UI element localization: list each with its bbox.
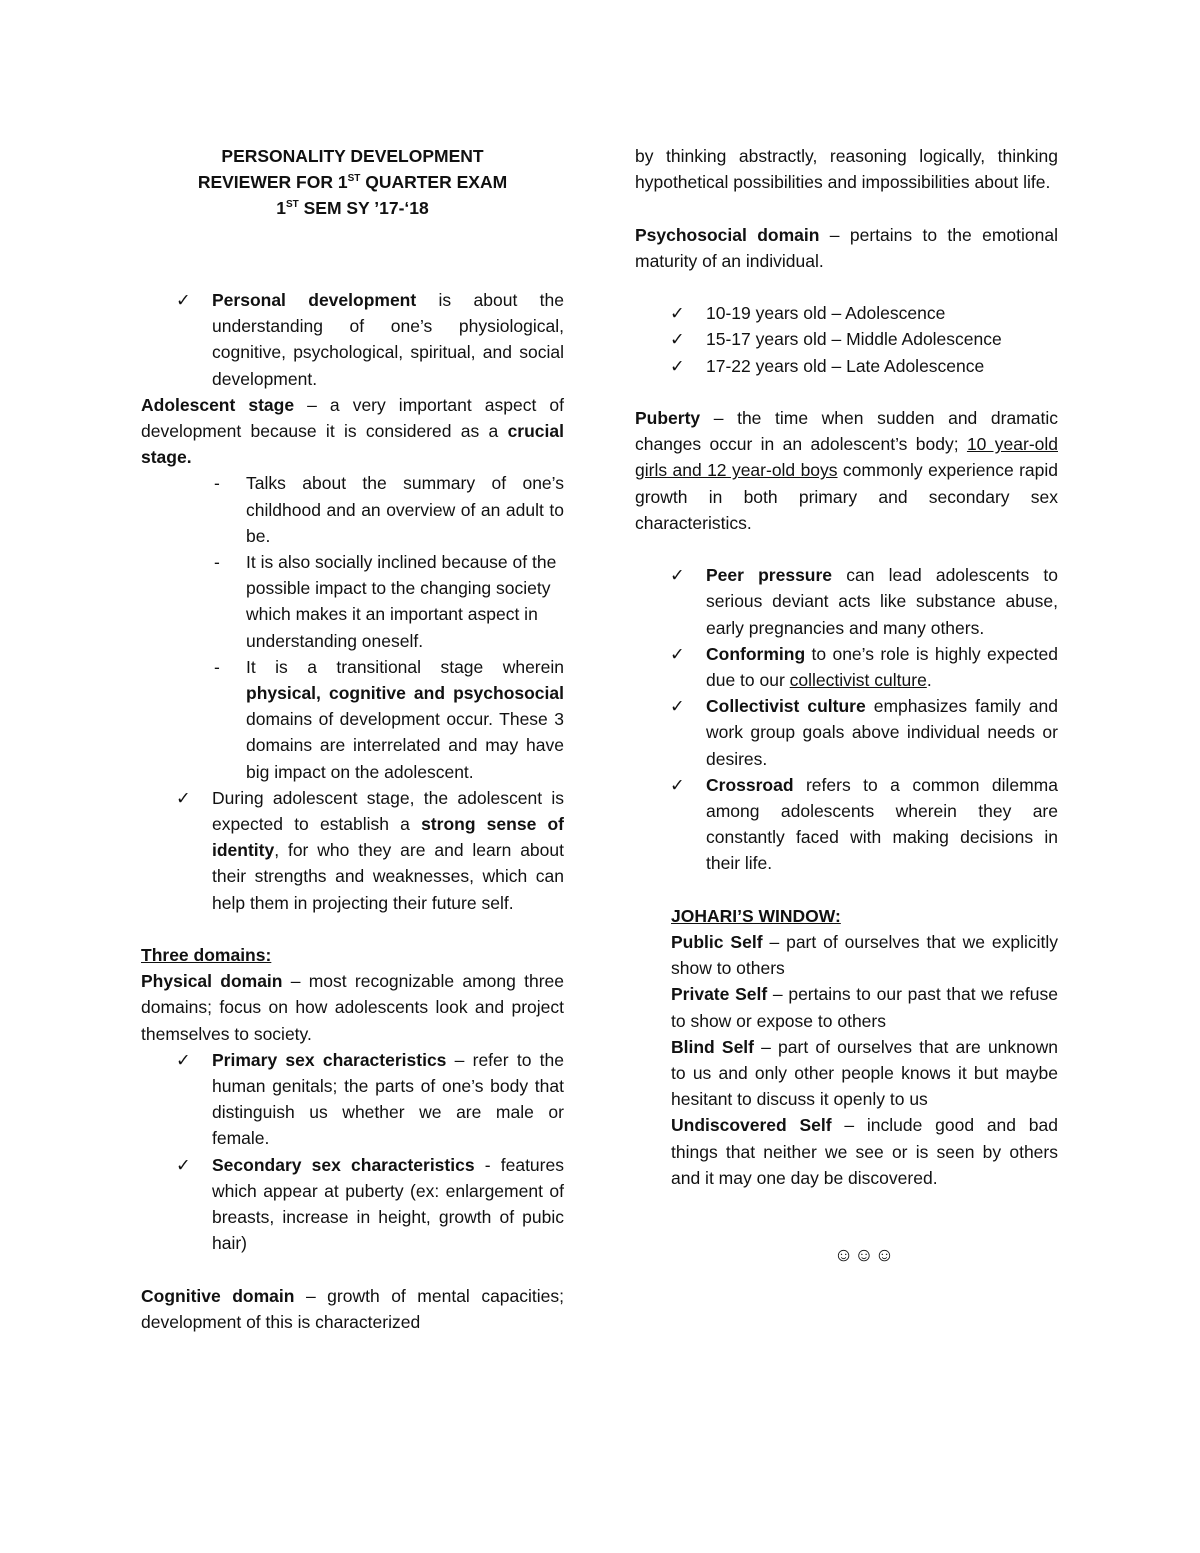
checkmark-icon: ✓	[670, 355, 685, 376]
title-line-3-sup: ST	[285, 199, 299, 211]
dash-item-3	[141, 654, 564, 785]
public-self-para	[671, 929, 1058, 981]
para-text: – pertains to the emotional maturity of an individual.	[635, 224, 1058, 271]
checkmark-icon: ✓	[670, 303, 685, 324]
page-title	[141, 143, 564, 222]
title-line-2: REVIEWER FOR 1	[197, 172, 348, 193]
bullet-secondary-sex	[141, 1152, 564, 1257]
term-secondary-sex: Secondary sex characteristics	[212, 1154, 475, 1175]
para-text: – pertains to our past that we refuse to show or expose to others	[671, 984, 1059, 1031]
dash-item-1	[141, 470, 564, 549]
dash-text: It is a transitional stage wherein	[246, 656, 564, 677]
dash-mark: -	[214, 473, 220, 494]
dash-text: Talks about the summary of one’s childhood and an overview of an adult to be.	[246, 473, 564, 546]
physical-domain-para	[141, 968, 564, 1047]
title-line-3-post: SEM SY ’17-‘18	[298, 198, 429, 219]
checkmark-icon: ✓	[670, 696, 685, 717]
dash-text: domains of development occur. These 3 domains are interrelated and may have big impact on the adolescent.	[246, 709, 564, 782]
heading-text: JOHARI’S WINDOW:	[671, 905, 841, 926]
checkmark-icon: ✓	[176, 290, 191, 310]
bullet-collectivist	[635, 693, 1058, 772]
bullet-crossroad	[635, 772, 1058, 877]
term-cognitive-domain: Cognitive domain	[141, 1285, 295, 1306]
blind-self-para	[671, 1034, 1058, 1113]
bullet-peer-pressure	[635, 562, 1058, 641]
term-adolescent-stage: Adolescent stage	[141, 394, 295, 415]
bullet-conforming	[635, 641, 1058, 693]
bullet-text: refers to a common dilemma among adolescents wherein they are constantly faced with making decisions in their life.	[706, 774, 1058, 874]
age-item-3	[635, 353, 1058, 379]
para-text: – part of ourselves that we explicitly show to others	[671, 932, 1059, 979]
bullet-personal-development	[141, 287, 564, 392]
checkmark-icon: ✓	[670, 329, 685, 350]
age-text: 10-19 years old – Adolescence	[706, 303, 946, 324]
bullet-text: – refer to the human genitals; the parts of one’s body that distinguish us whether we are male or female.	[212, 1049, 564, 1149]
para-text: – include good and bad things that neither we see or is seen by others and it may one day be discovered.	[671, 1115, 1058, 1188]
term-private-self: Private Self	[671, 984, 768, 1005]
johari-section	[635, 903, 1058, 1270]
term-domains: physical, cognitive and psychosocial	[246, 683, 564, 704]
underlined-collectivist: collectivist culture	[789, 670, 927, 690]
dash-mark: -	[214, 552, 220, 573]
johari-heading	[671, 903, 1058, 929]
cognitive-continued: by thinking abstractly, reasoning logically, thinking hypothetical possibilities and impossibilities about life.	[635, 146, 1058, 193]
term-puberty: Puberty	[635, 407, 701, 428]
term-crucial-stage: crucial stage.	[141, 421, 564, 468]
bullet-text: can lead adolescents to serious deviant acts like substance abuse, early pregnancies and many others.	[706, 565, 1058, 638]
checkmark-icon: ✓	[176, 1049, 191, 1070]
dash-text: It is also socially inclined because of the possible impact to the changing society which makes it an important aspect in understanding oneself.	[246, 552, 557, 651]
bullet-text: is about the understanding of one’s physiological, cognitive, psychological, spiritual, and social development.	[212, 290, 564, 389]
checkmark-icon: ✓	[176, 1154, 191, 1175]
bullet-text: .	[926, 670, 932, 690]
para-text: – a very important aspect of development because it is considered as a	[141, 394, 564, 442]
checkmark-icon: ✓	[670, 565, 685, 586]
three-domains-heading	[141, 942, 564, 968]
smiley-faces-icon: ☺☺☺	[833, 1245, 896, 1267]
checkmark-icon: ✓	[670, 774, 685, 795]
term-undiscovered-self: Undiscovered Self	[671, 1115, 832, 1136]
term-public-self: Public Self	[671, 932, 763, 953]
term-collectivist: Collectivist culture	[706, 696, 866, 717]
age-item-2	[635, 326, 1058, 352]
psychosocial-domain-para	[635, 222, 1058, 274]
adolescent-stage-para	[141, 392, 564, 471]
bullet-text: During adolescent stage, the adolescent is expected to establish a	[212, 787, 564, 835]
age-text: 17-22 years old – Late Adolescence	[706, 355, 985, 376]
term-primary-sex: Primary sex characteristics	[212, 1049, 447, 1070]
para-text: – the time when sudden and dramatic changes occur in an adolescent’s body;	[635, 407, 1058, 455]
private-self-para	[671, 981, 1058, 1033]
bullet-text: emphasizes family and work group goals above individual needs or desires.	[706, 696, 1058, 769]
undiscovered-self-para	[671, 1112, 1058, 1191]
dash-item-2	[141, 549, 564, 654]
heading-text: Three domains:	[141, 945, 272, 966]
bullet-primary-sex	[141, 1047, 564, 1152]
cognitive-domain-para	[141, 1283, 564, 1335]
term-psychosocial-domain: Psychosocial domain	[635, 224, 820, 245]
title-line-2-post: QUARTER EXAM	[360, 172, 508, 193]
right-column	[635, 143, 1058, 1270]
left-column	[141, 143, 564, 1335]
para-text: – part of ourselves that are unknown to us and only other people knows it but maybe hesitant to discuss it openly to us	[671, 1036, 1058, 1110]
bullet-identity	[141, 785, 564, 916]
checkmark-icon: ✓	[670, 643, 685, 664]
term-blind-self: Blind Self	[671, 1036, 754, 1057]
bullet-text: - features which appear at puberty (ex: enlargement of breasts, increase in height, growth of pubic hair)	[212, 1154, 564, 1254]
dash-mark: -	[214, 656, 220, 677]
title-line-2-sup: ST	[347, 173, 361, 185]
term-identity: strong sense of identity	[212, 814, 564, 861]
para-text: – growth of mental capacities; development of this is characterized	[141, 1285, 564, 1332]
age-item-1	[635, 300, 1058, 326]
term-conforming: Conforming	[706, 643, 806, 664]
para-text: commonly experience rapid growth in both primary and secondary sex characteristics.	[635, 460, 1058, 533]
term-crossroad: Crossroad	[706, 774, 794, 795]
underlined-ages: 10 year-old girls and 12 year-old boys	[635, 434, 1058, 481]
title-line-3: 1	[276, 198, 286, 219]
term-peer-pressure: Peer pressure	[706, 565, 833, 586]
age-text: 15-17 years old – Middle Adolescence	[706, 329, 1002, 350]
bullet-text: to one’s role is highly expected due to our	[706, 643, 1058, 690]
bullet-text: , for who they are and learn about their strengths and weaknesses, which can help them in projecting their future self.	[212, 840, 564, 913]
term-physical-domain: Physical domain	[141, 971, 283, 992]
puberty-para	[635, 405, 1058, 536]
term-personal-development: Personal development	[212, 290, 417, 310]
para-text: – most recognizable among three domains; focus on how adolescents look and project themselves to society.	[141, 971, 565, 1044]
title-line-1: PERSONALITY DEVELOPMENT	[221, 146, 484, 166]
checkmark-icon: ✓	[176, 787, 191, 808]
